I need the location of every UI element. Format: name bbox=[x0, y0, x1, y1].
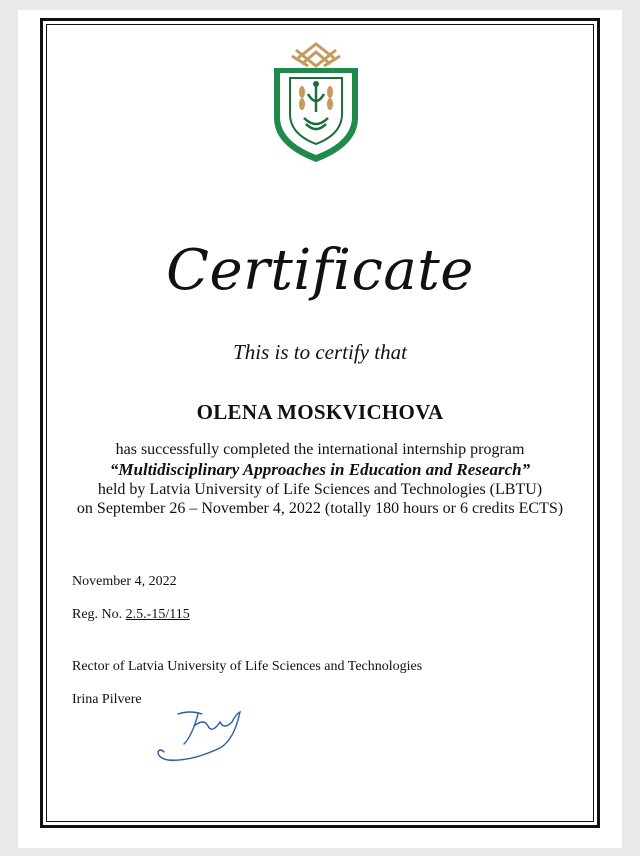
certify-subtitle: This is to certify that bbox=[233, 340, 407, 364]
reg-number-value: 2.5.-15/115 bbox=[125, 607, 190, 622]
reg-label: Reg. No. bbox=[72, 607, 126, 622]
institution-text: held by Latvia University of Life Sciences and Technologies (LBTU) bbox=[97, 481, 543, 498]
registration-number bbox=[72, 607, 190, 623]
university-logo bbox=[268, 42, 364, 164]
signatory-title: Rector of Latvia University of Life Sciences and Technologies bbox=[72, 659, 423, 674]
program-title: “Multidisciplinary Approaches in Education and Research” bbox=[109, 460, 531, 479]
issue-date: November 4, 2022 bbox=[72, 574, 177, 589]
completion-text: has successfully completed the international internship program bbox=[115, 441, 525, 458]
certificate-title: Certificate bbox=[166, 238, 474, 303]
recipient-name: OLENA MOSKVICHOVA bbox=[196, 400, 444, 424]
signature-image bbox=[150, 700, 260, 770]
dates-text: on September 26 – November 4, 2022 (totally 180 hours or 6 credits ECTS) bbox=[76, 500, 564, 517]
signatory-name: Irina Pilvere bbox=[72, 692, 142, 707]
